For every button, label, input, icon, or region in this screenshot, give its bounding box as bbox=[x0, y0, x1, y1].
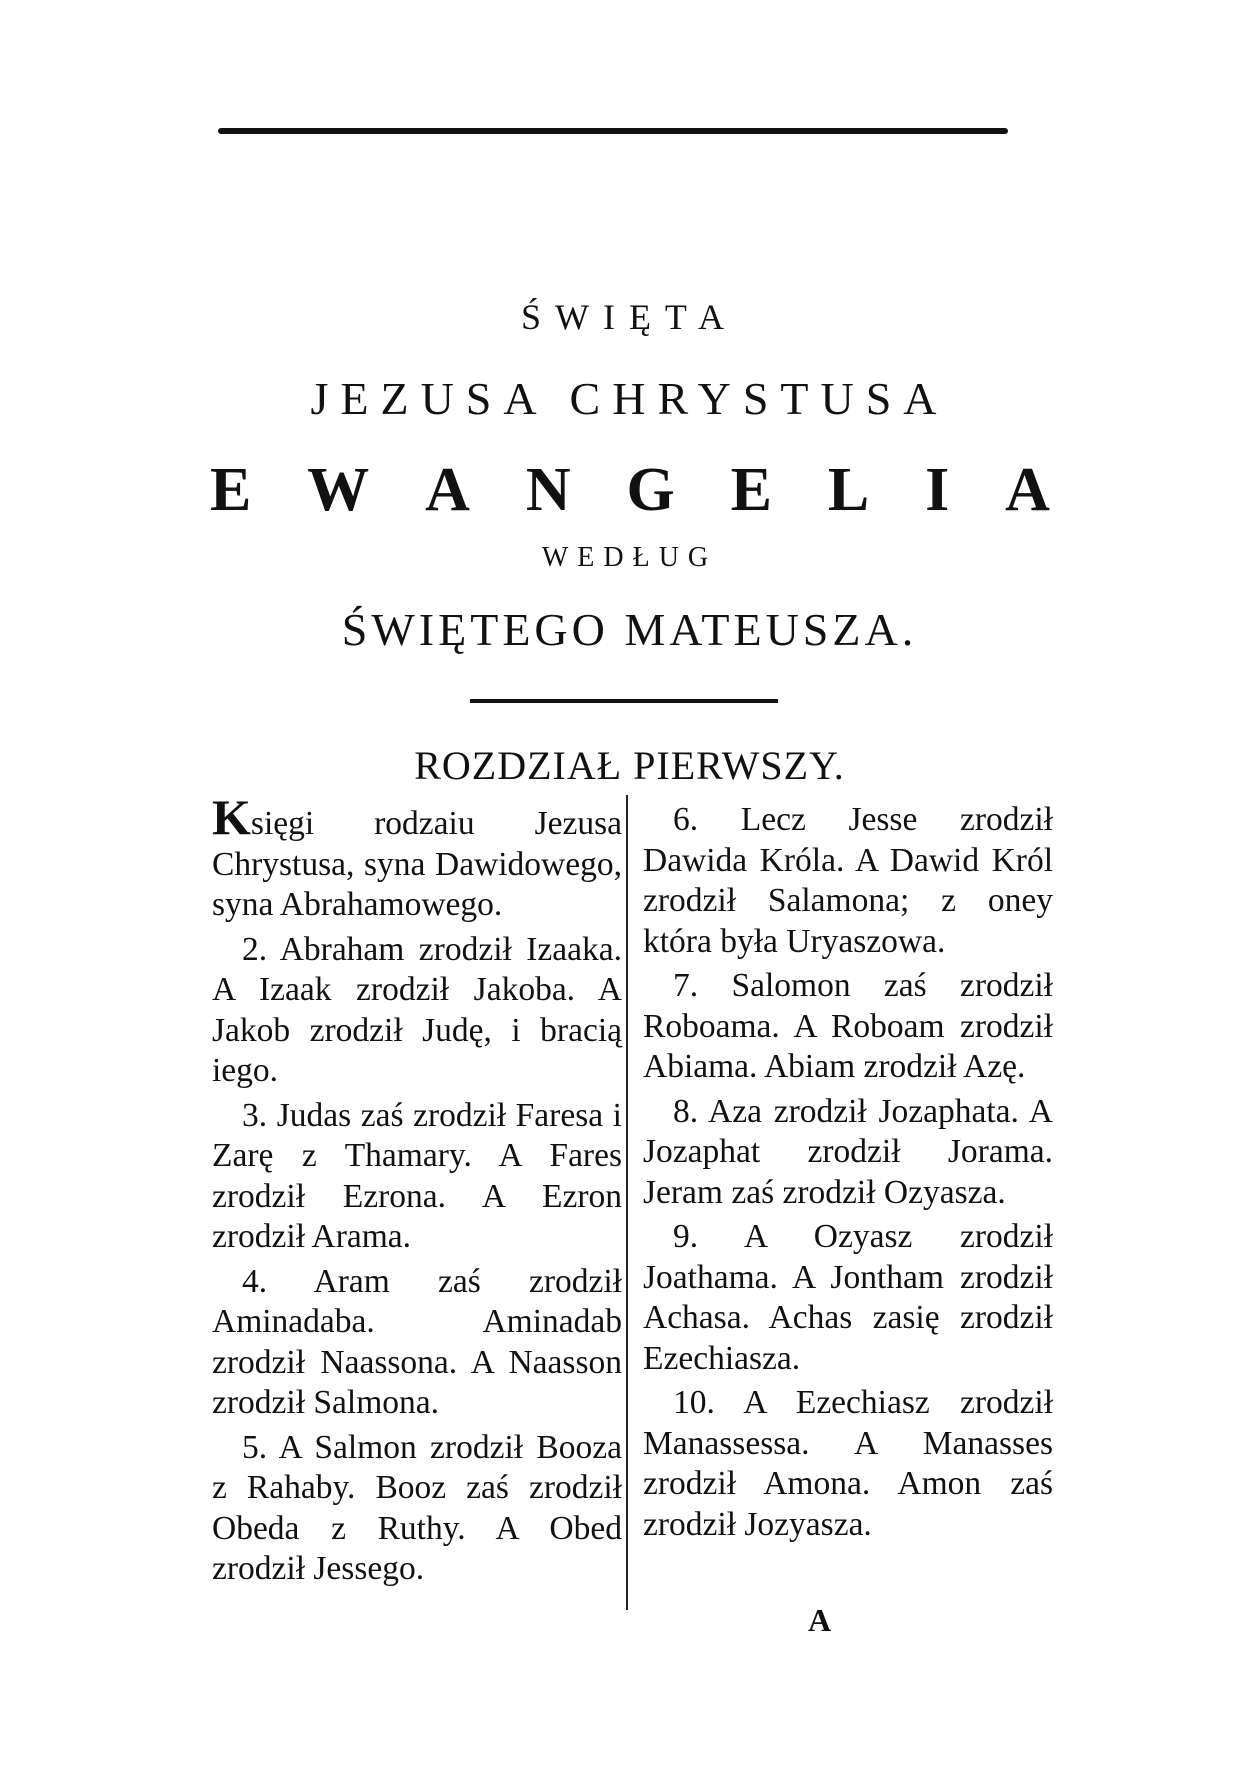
verse: 8. Aza zrodził Jozaphata. A Jozaphat zrodził Jorama. Jeram zaś zrodził Ozyasza. bbox=[643, 1092, 1053, 1211]
verse: 3. Judas zaś zrodził Faresa i Zarę z Thamary. A Fares zrodził Ezrona. A Ezron zrodził Arama. bbox=[212, 1096, 622, 1255]
verse: 5. A Salmon zrodził Booza z Rahaby. Booz zaś zrodził Obeda z Ruthy. A Obed zrodził Jessego. bbox=[212, 1428, 622, 1587]
right-column bbox=[643, 800, 1053, 1549]
drop-initial: K bbox=[212, 789, 251, 845]
title-letter: E bbox=[210, 456, 252, 524]
column-divider bbox=[626, 795, 628, 1610]
title-line-5: ŚWIĘTEGO MATEUSZA. bbox=[341, 604, 918, 655]
verse: 2. Abraham zrodził Izaaka. A Izaak zrodził Jakoba. A Jakob zrodził Judę, i bracią iego. bbox=[212, 930, 622, 1089]
title-letter: E bbox=[730, 456, 772, 524]
verse: 6. Lecz Jesse zrodził Dawida Króla. A Dawid Król zrodził Salamona; z oney która była Uryaszowa. bbox=[643, 801, 1053, 960]
verse-1 bbox=[212, 789, 622, 926]
title-letter: A bbox=[1005, 456, 1050, 524]
section-rule bbox=[470, 699, 778, 703]
top-rule bbox=[218, 128, 1008, 134]
verse: 4. Aram zaś zrodził Aminadaba. Aminadab zrodził Naassona. A Naasson zrodził Salmona. bbox=[212, 1262, 622, 1421]
title-letter: L bbox=[827, 456, 870, 524]
catchword: A bbox=[808, 1602, 832, 1638]
left-column bbox=[212, 789, 622, 1594]
title-line-1: ŚWIĘTA bbox=[520, 297, 739, 337]
verse: 9. A Ozyasz zrodził Joathama. A Jontham zrodził Achasa. Achas zasię zrodził Ezechiasza. bbox=[643, 1218, 1053, 1377]
title-line-4: WEDŁUG bbox=[541, 542, 718, 573]
title-letter: G bbox=[626, 456, 675, 524]
title-line-3 bbox=[210, 455, 1050, 526]
title-letter: A bbox=[425, 456, 470, 524]
title-letter: W bbox=[307, 456, 370, 524]
verse-1-text: sięgi rodzaiu Jezusa Chrystusa, syna Dawidowego, syna Abrahamowego. bbox=[212, 805, 622, 923]
chapter-heading: ROZDZIAŁ PIERWSZY. bbox=[414, 743, 845, 788]
title-line-2: JEZUSA CHRYSTUSA bbox=[310, 373, 949, 424]
title-letter: I bbox=[925, 456, 950, 524]
verse: 10. A Ezechiasz zrodził Manassessa. A Manasses zrodził Amona. Amon zaś zrodził Jozyasza. bbox=[643, 1384, 1053, 1543]
title-letter: N bbox=[525, 456, 571, 524]
verse: 7. Salomon zaś zrodził Roboama. A Roboam zrodził Abiama. Abiam zrodził Azę. bbox=[643, 967, 1053, 1085]
